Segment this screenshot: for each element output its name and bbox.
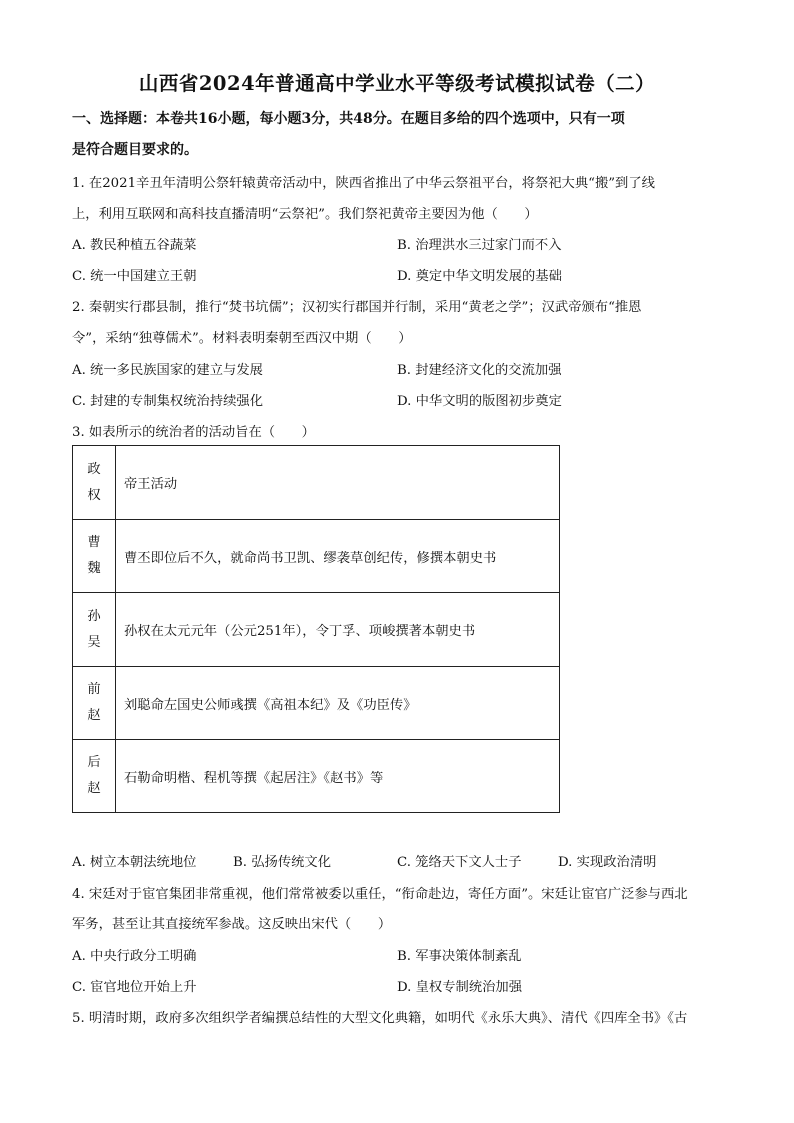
question-4-option-d[interactable]: D. 皇权专制统治加强: [397, 980, 523, 995]
question-5-stem-line-1: 5. 明清时期，政府多次组织学者编撰总结性的大型文化典籍，如明代《永乐大典》、清代《四库全书》《古: [72, 1011, 688, 1026]
question-1-option-b[interactable]: B. 治理洪水三过家门而不入: [397, 238, 562, 253]
question-2-stem-line-1: 2. 秦朝实行郡县制，推行“焚书坑儒”；汉初实行郡国并行制，采用“黄老之学”；汉武帝颁布“推恩: [72, 300, 642, 315]
question-2-stem-line-2: 令”，采纳“独尊儒术”。材料表明秦朝至西汉中期（ ）: [72, 331, 412, 346]
question-4-option-b[interactable]: B. 军事决策体制紊乱: [397, 949, 522, 964]
question-4-option-c[interactable]: C. 宦官地位开始上升: [72, 980, 197, 995]
table-cell-activity: 刘聪命左国史公师彧撰《高祖本纪》及《功臣传》: [116, 667, 560, 740]
question-3-option-b[interactable]: B. 弘扬传统文化: [233, 855, 332, 870]
question-2-option-d[interactable]: D. 中华文明的版图初步奠定: [397, 394, 562, 409]
question-1-stem-line-1: 1. 在2021辛丑年清明公祭轩辕黄帝活动中，陕西省推出了中华云祭祖平台，将祭祀大典“搬”到了线: [72, 176, 655, 191]
question-1-stem-line-2: 上，利用互联网和高科技直播清明“云祭祀”。我们祭祀黄帝主要因为他（ ）: [72, 207, 538, 222]
regime-char: 后: [87, 755, 101, 770]
question-2-option-b[interactable]: B. 封建经济文化的交流加强: [397, 363, 562, 378]
table-cell-regime: [73, 667, 116, 740]
question-1-option-d[interactable]: D. 奠定中华文明发展的基础: [397, 269, 562, 284]
table-row: [73, 446, 560, 520]
table-cell-activity: 孙权在太元元年（公元251年），令丁孚、项峻撰著本朝史书: [116, 593, 560, 667]
table-row: [73, 740, 560, 813]
regime-char: 权: [87, 487, 101, 503]
section-instruction-line-1: 一、选择题：本卷共16小题，每小题3分，共48分。在题目多给的四个选项中，只有一项: [72, 111, 625, 127]
regime-char: 吴: [87, 634, 101, 650]
table-cell-regime: [73, 446, 116, 520]
table-row: [73, 593, 560, 667]
question-3-option-c[interactable]: C. 笼络天下文人士子: [397, 855, 522, 870]
question-4-stem-line-2: 军务，甚至让其直接统军参战。这反映出宋代（ ）: [72, 917, 392, 932]
table-cell-activity: 帝王活动: [116, 446, 560, 520]
question-3-stem: 3. 如表所示的统治者的活动旨在（ ）: [72, 425, 315, 440]
rulers-activity-table: [72, 445, 560, 813]
regime-char: 孙: [87, 608, 101, 624]
page-title: 山西省2024年普通高中学业水平等级考试模拟试卷（二）: [138, 72, 656, 95]
regime-char: 前: [87, 682, 101, 697]
question-3-option-a[interactable]: A. 树立本朝法统地位: [72, 855, 197, 870]
table-cell-activity: 曹丕即位后不久，就命尚书卫凯、缪袭草创纪传，修撰本朝史书: [116, 520, 560, 593]
question-3-option-d[interactable]: D. 实现政治清明: [558, 855, 657, 870]
table-row: [73, 520, 560, 593]
question-1-option-a[interactable]: A. 教民种植五谷蔬菜: [72, 238, 197, 253]
table-row: [73, 667, 560, 740]
regime-char: 魏: [87, 561, 101, 576]
regime-char: 政: [87, 461, 101, 477]
regime-char: 曹: [87, 535, 101, 550]
regime-char: 赵: [87, 708, 101, 723]
question-1-option-c[interactable]: C. 统一中国建立王朝: [72, 269, 197, 284]
question-2-option-a[interactable]: A. 统一多民族国家的建立与发展: [72, 363, 263, 378]
table-cell-activity: 石勒命明楷、程机等撰《起居注》《赵书》等: [116, 740, 560, 813]
regime-char: 赵: [87, 781, 101, 796]
table-cell-regime: [73, 740, 116, 813]
question-4-stem-line-1: 4. 宋廷对于宦官集团非常重视，他们常常被委以重任，“衔命赴边，寄任方面”。宋廷让宦官广泛参与西北: [72, 887, 688, 902]
question-2-option-c[interactable]: C. 封建的专制集权统治持续强化: [72, 394, 264, 409]
section-instruction-line-2: 是符合题目要求的。: [72, 142, 198, 158]
table-cell-regime: [73, 520, 116, 593]
question-4-option-a[interactable]: A. 中央行政分工明确: [72, 949, 197, 964]
table-cell-regime: [73, 593, 116, 667]
